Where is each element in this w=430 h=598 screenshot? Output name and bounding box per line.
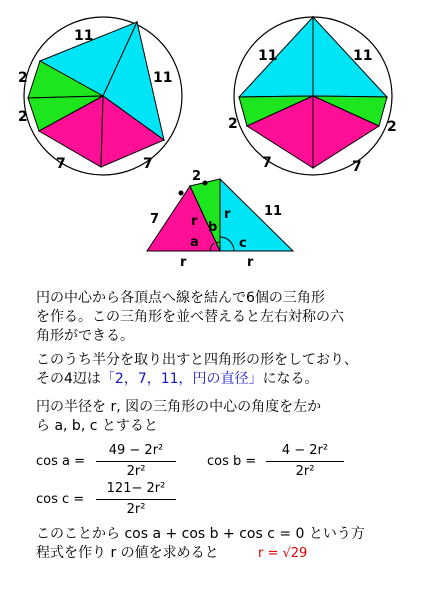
fig3-side-label-2: 2: [192, 169, 202, 184]
para2-line2-post: になる。: [262, 371, 319, 387]
fig3-inner-label-r-cyan: r: [224, 207, 231, 222]
fig2-edge-label-4: 2: [387, 119, 397, 135]
fig1-edge-label-3: 2: [18, 70, 28, 86]
fig2-edge-label-6: 7: [352, 159, 362, 175]
fig2-edge-label-5: 7: [262, 155, 272, 171]
eq-cos-c-lhs: cos c =: [36, 492, 85, 507]
fig1-edge-label-6: 7: [143, 156, 153, 172]
eq-cos-b-denominator: 2r²: [295, 464, 315, 479]
fig3-angle-label-a: a: [190, 235, 199, 250]
fig2-edge-label-2: 11: [353, 48, 373, 64]
para2-line1: このうち半分を取り出すと四角形の形をしており、: [36, 352, 358, 368]
eq-cos-a-denominator: 2r²: [126, 464, 146, 479]
figure-hexagon-original: [0, 0, 200, 180]
para4-line2: 程式を作り r の値を求めると: [36, 545, 219, 561]
para3-line1: 円の半径を r, 図の三角形の中心の角度を左か: [36, 399, 322, 415]
eq-cos-c-numerator: 121− 2r²: [106, 481, 166, 496]
eq-cos-a-lhs: cos a =: [36, 454, 85, 469]
fig3-side-label-11: 11: [264, 204, 283, 219]
para1-line2: を作る。この三角形を並べ替えると左右対称の六: [36, 309, 344, 325]
fig3-bottom-label-r-right: r: [247, 255, 254, 270]
fig2-edge-label-1: 11: [258, 48, 278, 64]
eq-cos-a-numerator: 49 − 2r²: [108, 443, 164, 458]
eq-cos-b-numerator: 4 − 2r²: [281, 443, 329, 458]
para1-line1: 円の中心から各頂点へ線を結んで6個の三角形: [36, 290, 325, 306]
eq-cos-c-denominator: 2r²: [126, 502, 146, 517]
para4-line1: このことから cos a + cos b + cos c = 0 という方: [36, 526, 365, 542]
figure-quadrilateral: [130, 165, 320, 270]
fig2-edge-label-3: 2: [228, 116, 238, 132]
eq-cos-c-fraction-bar: [96, 499, 176, 500]
fig3-angle-label-b: b: [208, 220, 218, 235]
para2-line2-pre: その4辺は: [36, 371, 101, 387]
para1-line3: 角形ができる。: [36, 328, 134, 344]
fig1-edge-label-5: 7: [56, 156, 66, 172]
answer-value: r = √29: [258, 546, 308, 561]
para2-line2: [36, 370, 319, 389]
para2-highlight: 「2，7，11，円の直径」: [100, 371, 263, 387]
para3-line2: ら a, b, c とすると: [36, 418, 158, 434]
fig1-edge-label-2: 11: [153, 70, 173, 86]
eq-cos-b-fraction-bar: [266, 461, 344, 462]
fig1-edge-label-4: 2: [18, 109, 28, 125]
fig1-edge-label-1: 11: [74, 28, 94, 44]
figure-hexagon-symmetric: [220, 0, 430, 180]
fig3-bottom-label-r-left: r: [180, 255, 187, 270]
fig3-side-label-7: 7: [150, 212, 160, 227]
fig3-angle-label-c: c: [239, 236, 247, 251]
eq-cos-b-lhs: cos b =: [207, 454, 257, 469]
eq-cos-a-fraction-bar: [96, 461, 176, 462]
fig3-inner-label-r-magenta: r: [191, 214, 198, 229]
